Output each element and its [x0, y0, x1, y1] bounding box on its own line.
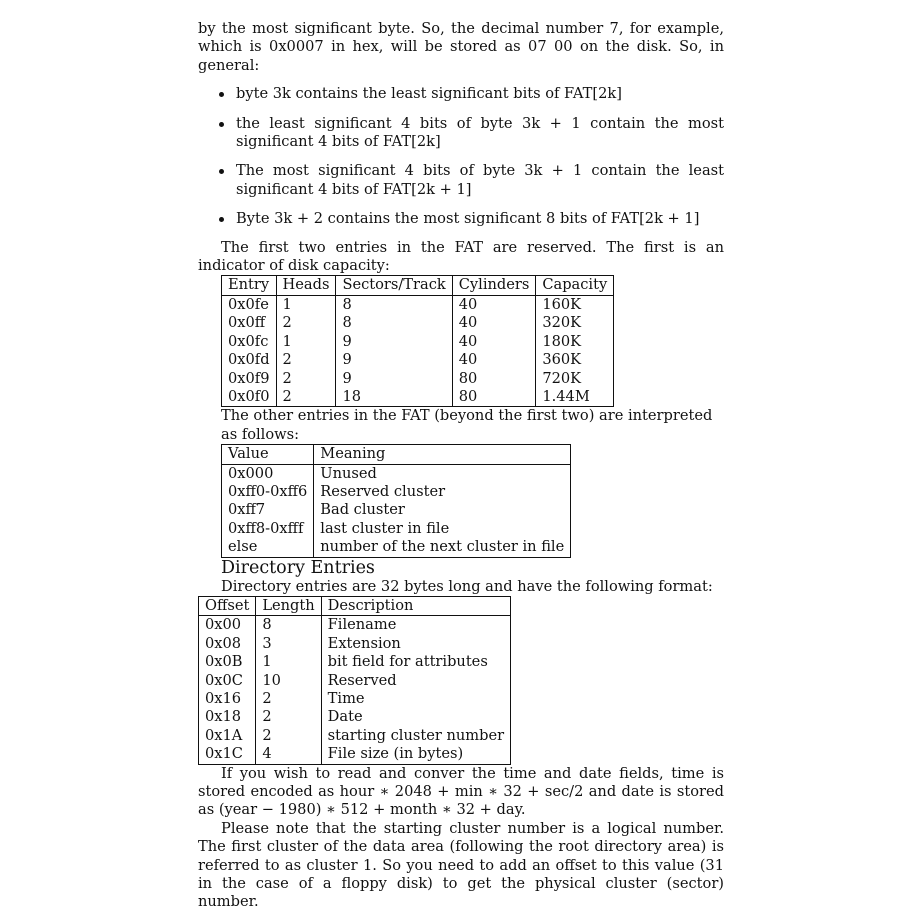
- table-header-row: [222, 445, 571, 464]
- column-header: Sectors/Track: [336, 276, 452, 295]
- table-row: [222, 314, 614, 332]
- table-row: [222, 295, 614, 314]
- table-cell: 1: [276, 333, 336, 351]
- table-cell: 8: [256, 616, 321, 635]
- table-cell: 1: [276, 295, 336, 314]
- table-row: [199, 708, 511, 726]
- table-cell: Reserved cluster: [314, 483, 571, 501]
- table-cell: bit field for attributes: [321, 653, 510, 671]
- table-cell: 40: [452, 295, 536, 314]
- table-cell: 0x0B: [205, 653, 243, 671]
- list-item: The most significant 4 bits of byte 3k + 1 contain the least significant 4 bits of FAT[2k + 1]: [198, 162, 724, 199]
- column-header: Capacity: [536, 276, 614, 295]
- table-cell: 8: [336, 295, 452, 314]
- list-item: byte 3k contains the least significant bits of FAT[2k]: [198, 85, 724, 103]
- time-date-paragraph: If you wish to read and conver the time and date fields, time is stored encoded as hour ∗ 2048 + min ∗ 32 + sec/2 and date is stored as (year − 1980) ∗ 512 + month ∗ 32 + day.: [198, 764, 724, 819]
- table-cell: 160K: [536, 295, 614, 314]
- column-header: Heads: [276, 276, 336, 295]
- bullet-icon: [219, 169, 224, 174]
- table-cell: 2: [276, 314, 336, 332]
- table-cell: 0x0fd: [228, 351, 270, 369]
- table-cell: 80: [452, 370, 536, 388]
- table-cell: 40: [452, 333, 536, 351]
- table-row: [222, 501, 571, 519]
- table-cell: Date: [321, 708, 510, 726]
- table-cell: 8: [336, 314, 452, 332]
- cluster-note-paragraph: Please note that the starting cluster number is a logical number. The first cluster of the data area (following the root directory area) is referred to as cluster 1. So you need to add an offset to this value (31 in the case of a floppy disk) to get the physical cluster (sector) number.: [198, 819, 724, 911]
- table-cell: 40: [452, 351, 536, 369]
- table-cell: 0x0C: [205, 671, 243, 689]
- table-row: [222, 520, 571, 538]
- table-cell: 18: [336, 388, 452, 407]
- table-cell: 0x16: [205, 690, 242, 707]
- table-row: [199, 727, 511, 745]
- table-cell: 320K: [536, 314, 614, 332]
- bullet-icon: [219, 92, 224, 97]
- table-header-row: [222, 276, 614, 295]
- table-cell: 2: [256, 690, 321, 708]
- table-cell: 2: [276, 388, 336, 407]
- bullet-icon: [219, 217, 224, 222]
- table-cell: 0xff8-0xfff: [228, 519, 304, 537]
- capacity-caption: The first two entries in the FAT are reserved. The first is an indicator of disk capacity:: [198, 238, 724, 275]
- table-row: [222, 483, 571, 501]
- column-header: Value: [222, 445, 314, 464]
- table-cell: 0x000: [228, 464, 274, 482]
- table-cell: 0x1C: [205, 745, 243, 763]
- column-header: Offset: [199, 596, 256, 615]
- column-header: Meaning: [314, 445, 571, 464]
- table-row: [222, 388, 614, 407]
- table-cell: number of the next cluster in file: [314, 538, 571, 557]
- table-cell: 1: [256, 653, 321, 671]
- table-cell: 9: [336, 351, 452, 369]
- table-cell: 720K: [536, 370, 614, 388]
- table-cell: 0xff7: [228, 501, 266, 519]
- table-cell: Extension: [321, 635, 510, 653]
- table-cell: 2: [276, 370, 336, 388]
- capacity-table: [221, 275, 614, 407]
- table-row: [222, 538, 571, 557]
- table-row: [222, 370, 614, 388]
- fat-values-table: [221, 444, 571, 557]
- table-cell: File size (in bytes): [321, 745, 510, 764]
- table-cell: 80: [452, 388, 536, 407]
- table-cell: starting cluster number: [321, 727, 510, 745]
- table-cell: 9: [336, 333, 452, 351]
- table-cell: Unused: [314, 464, 571, 483]
- table-cell: 360K: [536, 351, 614, 369]
- table-cell: 10: [256, 672, 321, 690]
- table-row: [199, 635, 511, 653]
- column-header: Cylinders: [452, 276, 536, 295]
- section-heading: Directory Entries: [221, 557, 375, 578]
- table-row: [222, 464, 571, 483]
- table-cell: Filename: [321, 616, 510, 635]
- table-row: [222, 351, 614, 369]
- table-cell: 0x0ff: [228, 314, 266, 332]
- column-header: Length: [256, 596, 321, 615]
- intro-paragraph: by the most significant byte. So, the decimal number 7, for example, which is 0x0007 in hex, will be stored as 07 00 on the disk. So, in general:: [198, 20, 724, 74]
- fat-byte-list: [198, 85, 724, 228]
- list-item: the least significant 4 bits of byte 3k + 1 contain the most significant 4 bits of FAT[2k]: [198, 115, 724, 152]
- table-cell: 40: [452, 314, 536, 332]
- directory-table: [198, 596, 511, 765]
- table-header-row: [199, 596, 511, 615]
- table-cell: 0x1A: [205, 726, 243, 744]
- table-row: [199, 616, 511, 635]
- table-cell: last cluster in file: [314, 520, 571, 538]
- table-cell: else: [228, 538, 258, 556]
- table-cell: 0x00: [205, 616, 242, 634]
- table-row: [199, 690, 511, 708]
- document-page: [198, 20, 724, 912]
- list-item: Byte 3k + 2 contains the most significant 8 bits of FAT[2k + 1]: [198, 210, 724, 228]
- table-cell: 0x18: [205, 708, 242, 726]
- table-cell: 2: [256, 708, 321, 726]
- table-cell: Bad cluster: [314, 501, 571, 519]
- table-cell: 1.44M: [536, 388, 614, 407]
- table-row: [199, 653, 511, 671]
- table-row: [199, 672, 511, 690]
- table-cell: 4: [256, 745, 321, 764]
- column-header: Description: [321, 596, 510, 615]
- table-cell: 0x0fc: [228, 332, 269, 350]
- table-cell: 2: [276, 351, 336, 369]
- table-cell: 0x08: [205, 634, 242, 652]
- fat-values-caption: The other entries in the FAT (beyond the first two) are interpreted as follows:: [221, 407, 713, 443]
- table-cell: 0x0f0: [228, 387, 270, 405]
- table-row: [222, 333, 614, 351]
- table-cell: Reserved: [321, 672, 510, 690]
- table-row: [199, 745, 511, 764]
- table-cell: 0x0f9: [228, 369, 270, 387]
- table-cell: 0x0fe: [228, 295, 269, 313]
- column-header: Entry: [222, 276, 277, 295]
- table-cell: 3: [256, 635, 321, 653]
- table-cell: 9: [336, 370, 452, 388]
- table-cell: 180K: [536, 333, 614, 351]
- table-cell: 0xff0-0xff6: [228, 482, 308, 500]
- bullet-icon: [219, 122, 224, 127]
- directory-caption: Directory entries are 32 bytes long and have the following format:: [221, 577, 713, 595]
- table-cell: Time: [321, 690, 510, 708]
- table-cell: 2: [256, 727, 321, 745]
